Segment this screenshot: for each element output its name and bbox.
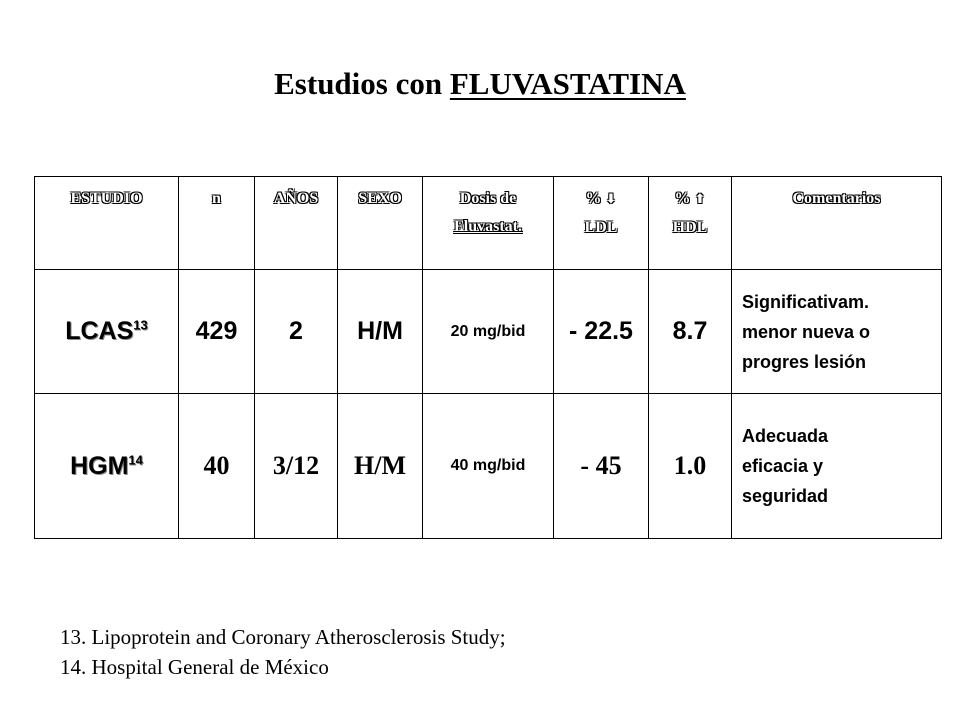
up-arrow-icon: ⬆ (694, 192, 706, 207)
header-sexo: SEXO (338, 177, 423, 270)
footnotes (60, 622, 506, 682)
hdl-cell: 8.7 (649, 270, 732, 394)
header-hdl (649, 177, 732, 270)
n-cell: 40 (179, 394, 255, 539)
header-dosis (423, 177, 554, 270)
header-hdl-line2: HDL (672, 219, 708, 236)
comment-line: Adecuada (742, 426, 829, 446)
ldl-cell: - 45 (554, 394, 649, 539)
comment-line: eficacia y (742, 456, 824, 476)
table-row (35, 270, 942, 394)
dose-cell: 20 mg/bid (423, 270, 554, 394)
hdl-cell: 1.0 (649, 394, 732, 539)
header-row (35, 177, 942, 270)
header-anos: AÑOS (255, 177, 338, 270)
footnote-13: 13. Lipoprotein and Coronary Atherosclerosis Study; (60, 625, 506, 649)
table-row (35, 394, 942, 539)
header-n: n (179, 177, 255, 270)
study-name: LCAS (65, 317, 134, 345)
comment-line: seguridad (742, 486, 829, 506)
comment-line: progres lesión (742, 351, 867, 372)
header-ldl-line1: % (585, 190, 606, 207)
footnote-14: 14. Hospital General de México (60, 655, 329, 679)
header-hdl-line1: % (674, 190, 695, 207)
years-cell: 3/12 (255, 394, 338, 539)
dose-cell: 40 mg/bid (423, 394, 554, 539)
title-prefix: Estudios con (274, 66, 443, 101)
n-cell: 429 (179, 270, 255, 394)
header-comentarios: Comentarios (732, 177, 942, 270)
comment-line: menor nueva o (742, 321, 871, 342)
header-estudio: ESTUDIO (35, 177, 179, 270)
study-name-cell (35, 270, 179, 394)
study-ref: 13 (133, 317, 148, 333)
ldl-cell: - 22.5 (554, 270, 649, 394)
comment-cell (732, 394, 942, 539)
header-ldl-line2: LDL (584, 219, 618, 236)
comment-line: Significativam. (742, 291, 870, 312)
page-title (0, 66, 960, 102)
header-dosis-line1: Dosis de (459, 190, 517, 207)
years-cell: 2 (255, 270, 338, 394)
comment-cell (732, 270, 942, 394)
sex-cell: H/M (338, 270, 423, 394)
study-name-cell (35, 394, 179, 539)
sex-cell: H/M (338, 394, 423, 539)
study-name: HGM (70, 451, 129, 480)
studies-table (34, 176, 942, 539)
study-ref: 14 (128, 452, 143, 468)
header-dosis-line2: Fluvastat. (454, 218, 522, 235)
title-drug-name: FLUVASTATINA (449, 66, 686, 101)
header-ldl (554, 177, 649, 270)
down-arrow-icon: ⬇ (605, 192, 617, 207)
